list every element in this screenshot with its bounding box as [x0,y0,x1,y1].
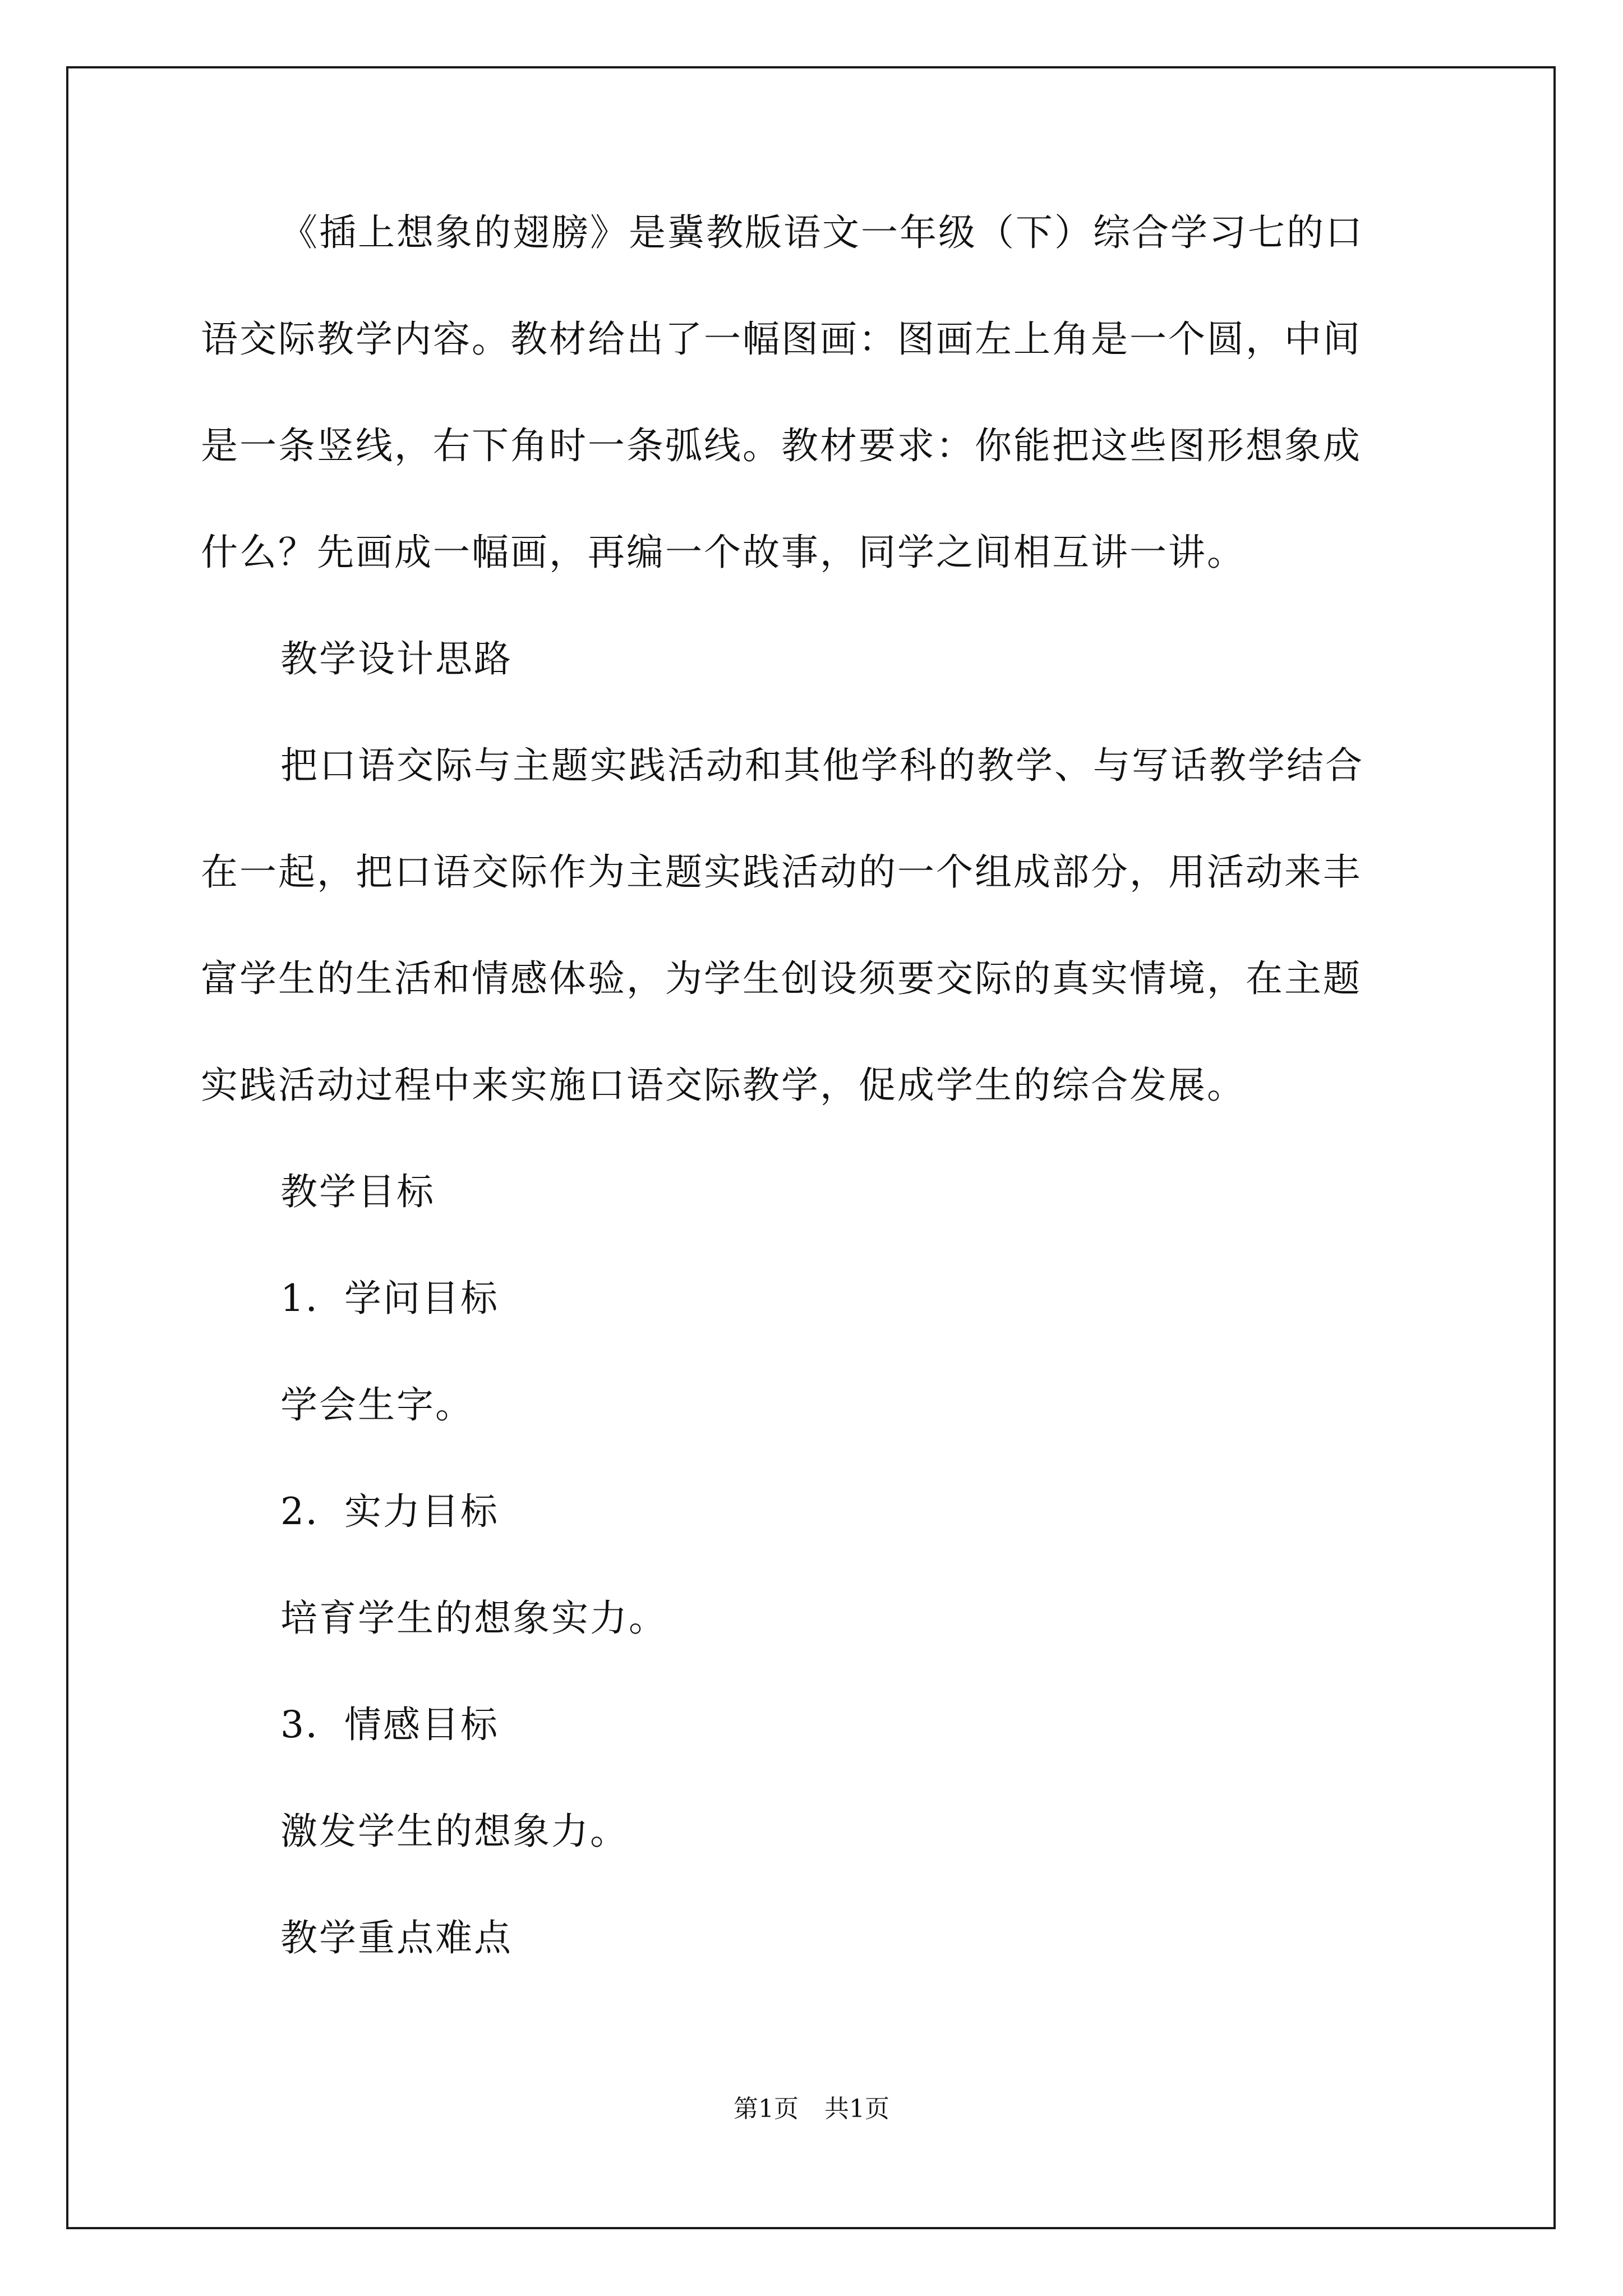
goal-emotion-heading: 3．情感目标 [280,1703,499,1746]
paragraph-intro-line-4: 什么？先画成一幅画，再编一个故事，同学之间相互讲一讲。 [201,531,1246,574]
page-total: 共1页 [824,2095,889,2123]
heading-design-idea: 教学设计思路 [280,637,513,680]
paragraph-intro-line-1: 《插上想象的翅膀》是冀教版语文一年级（下）综合学习七的口 [280,211,1364,254]
paragraph-design-line-2: 在一起，把口语交际作为主题实践活动的一个组成部分，用活动来丰 [201,850,1362,894]
goal-ability-text: 培育学生的想象实力。 [280,1596,667,1640]
page-footer [0,2092,1623,2126]
page-number: 第1页 [734,2095,799,2123]
goal-knowledge-text: 学会生字。 [280,1383,474,1427]
goal-emotion-text: 激发学生的想象力。 [280,1810,629,1853]
goal-ability-heading: 2．实力目标 [280,1490,499,1533]
paragraph-design-line-1: 把口语交际与主题实践活动和其他学科的教学、与写话教学结合 [280,744,1364,787]
paragraph-design-line-3: 富学生的生活和情感体验，为学生创设须要交际的真实情境，在主题 [201,957,1362,1000]
paragraph-design-line-4: 实践活动过程中来实施口语交际教学，促成学生的综合发展。 [201,1064,1246,1107]
paragraph-intro-line-2: 语交际教学内容。教材给出了一幅图画：图画左上角是一个圆，中间 [201,318,1362,361]
heading-key-difficulties: 教学重点难点 [280,1916,513,1959]
paragraph-intro-line-3: 是一条竖线，右下角时一条弧线。教材要求：你能把这些图形想象成 [201,424,1362,467]
heading-teaching-goals: 教学目标 [280,1170,435,1213]
goal-knowledge-heading: 1．学问目标 [280,1277,499,1320]
document-body [201,206,1429,2018]
